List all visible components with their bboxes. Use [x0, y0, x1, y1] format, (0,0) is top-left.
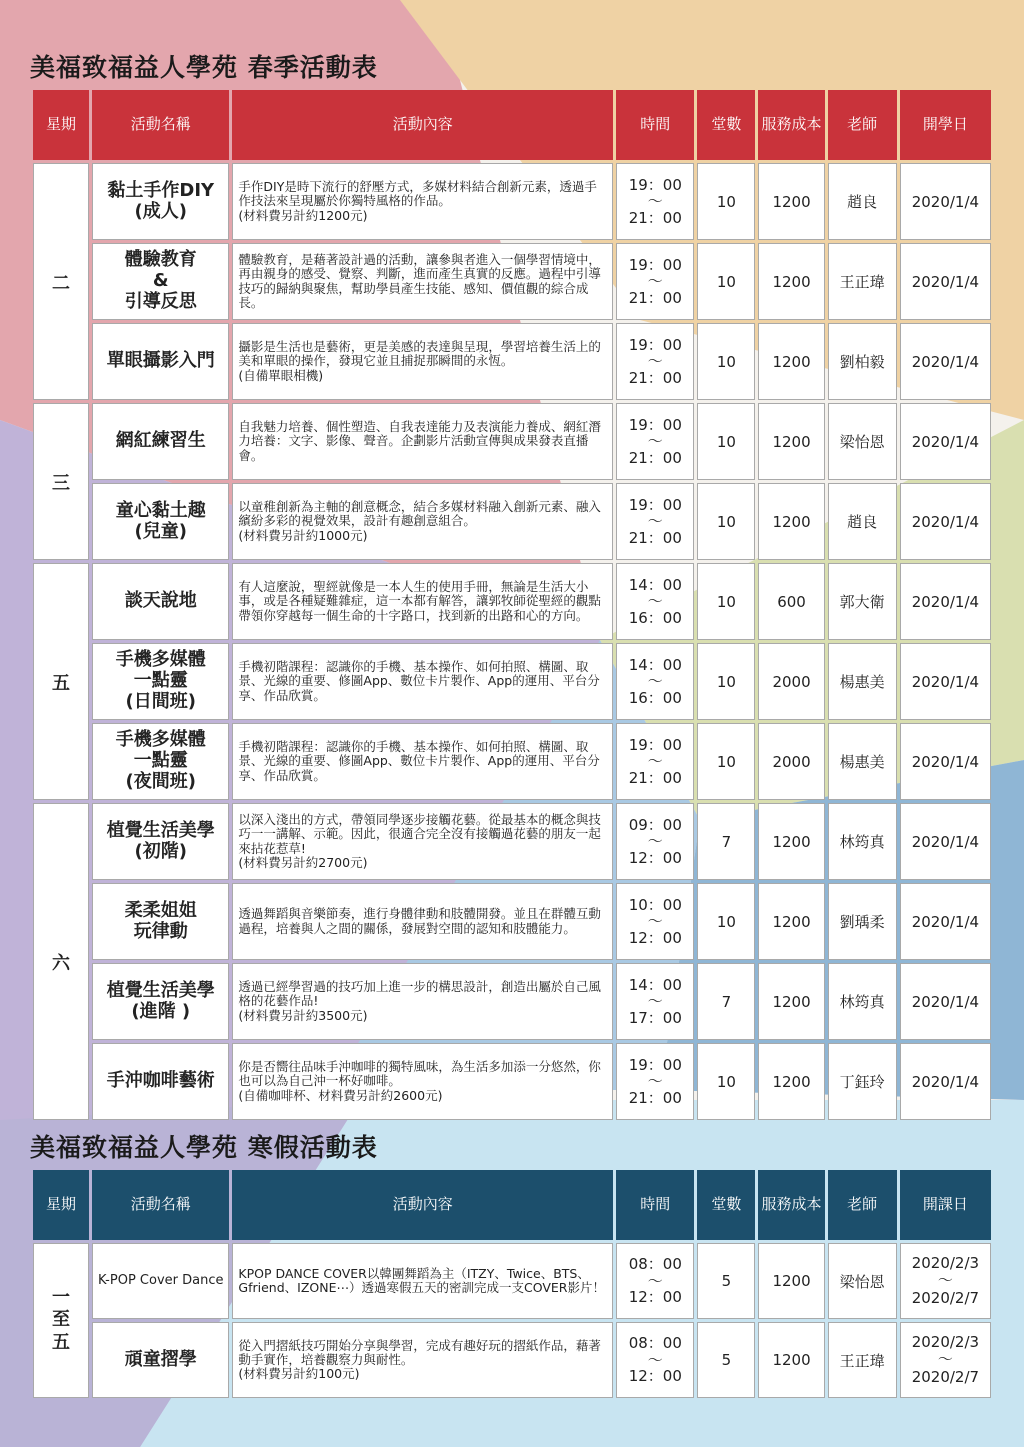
table-row [33, 483, 991, 560]
activity-content: 攝影是生活也是藝術，更是美感的表達與呈現，學習培養生活上的美和單眼的操作，發現它並且捕捉那瞬間的永恆。 (自備單眼相機) [232, 323, 613, 400]
table-row [33, 403, 991, 480]
activity-start-date: 2020/1/4 [900, 883, 991, 960]
header-cost: 服務成本 [758, 90, 824, 160]
activity-cost: 600 [758, 563, 824, 640]
activity-teacher: 梁怡恩 [828, 1243, 897, 1319]
activity-time: 19：00 ～ 21：00 [616, 1043, 694, 1120]
activity-cost: 1200 [758, 1243, 824, 1319]
activity-sessions: 10 [697, 163, 755, 240]
day-cell: 一 至 五 [33, 1243, 89, 1398]
activity-time: 19：00 ～ 21：00 [616, 723, 694, 800]
table-row [33, 1243, 991, 1319]
table-row [33, 1043, 991, 1120]
activity-time: 19：00 ～ 21：00 [616, 243, 694, 320]
table-row [33, 563, 991, 640]
spring-title: 美福致福益人學苑 春季活動表 [30, 53, 378, 82]
header-teacher: 老師 [828, 1170, 897, 1240]
header-class-start-date: 開課日 [900, 1170, 991, 1240]
table-header-row [33, 90, 991, 160]
activity-sessions: 5 [697, 1322, 755, 1398]
table-row [33, 883, 991, 960]
activity-teacher: 梁怡恩 [828, 403, 897, 480]
activity-content: 以深入淺出的方式，帶領同學逐步接觸花藝。從最基本的概念與技巧一一講解、示範。因此，很適合完全沒有接觸過花藝的朋友一起來拈花惹草! (材料費另計約2700元) [232, 803, 613, 880]
activity-cost: 1200 [758, 1043, 824, 1120]
winter-schedule-table [30, 1167, 994, 1401]
header-teacher: 老師 [828, 90, 897, 160]
activity-teacher: 楊惠美 [828, 643, 897, 720]
activity-content: 透過舞蹈與音樂節奏，進行身體律動和肢體開發。並且在群體互動過程，培養與人之間的關係，發展對空間的認知和肢體能力。 [232, 883, 613, 960]
activity-teacher: 劉瑀柔 [828, 883, 897, 960]
activity-cost: 1200 [758, 403, 824, 480]
activity-name: 手機多媒體 一點靈 (日間班) [92, 643, 229, 720]
activity-cost: 1200 [758, 963, 824, 1040]
activity-name: 單眼攝影入門 [92, 323, 229, 400]
activity-start-date: 2020/1/4 [900, 403, 991, 480]
activity-time: 14：00 ～ 16：00 [616, 563, 694, 640]
activity-start-date: 2020/1/4 [900, 803, 991, 880]
activity-time: 14：00 ～ 16：00 [616, 643, 694, 720]
activity-teacher: 楊惠美 [828, 723, 897, 800]
activity-date-range: 2020/2/3 ～ 2020/2/7 [900, 1243, 991, 1319]
activity-sessions: 10 [697, 883, 755, 960]
activity-start-date: 2020/1/4 [900, 563, 991, 640]
activity-cost: 1200 [758, 163, 824, 240]
activity-name: 柔柔姐姐 玩律動 [92, 883, 229, 960]
activity-cost: 1200 [758, 1322, 824, 1398]
winter-title: 美福致福益人學苑 寒假活動表 [30, 1133, 378, 1162]
activity-name: 植覺生活美學 (初階) [92, 803, 229, 880]
header-day: 星期 [33, 1170, 89, 1240]
table-row [33, 723, 991, 800]
activity-sessions: 10 [697, 1043, 755, 1120]
activity-cost: 2000 [758, 723, 824, 800]
activity-teacher: 王正瑋 [828, 1322, 897, 1398]
activity-sessions: 5 [697, 1243, 755, 1319]
activity-name: 植覺生活美學 (進階 ) [92, 963, 229, 1040]
activity-time: 08：00 ～ 12：00 [616, 1243, 694, 1319]
activity-name: 手沖咖啡藝術 [92, 1043, 229, 1120]
activity-content: KPOP DANCE COVER以韓團舞蹈為主（ITZY、Twice、BTS、Gfriend、IZONE⋯）透過寒假五天的密訓完成一支COVER影片！ [232, 1243, 613, 1319]
activity-content: 你是否嚮往品味手沖咖啡的獨特風味，為生活多加添一分悠然，你也可以為自己沖一杯好咖啡。 (自備咖啡杯、材料費另計約2600元) [232, 1043, 613, 1120]
header-time: 時間 [616, 1170, 694, 1240]
header-activity-name: 活動名稱 [92, 1170, 229, 1240]
activity-sessions: 7 [697, 963, 755, 1040]
activity-start-date: 2020/1/4 [900, 643, 991, 720]
activity-name: 頑童摺學 [92, 1322, 229, 1398]
activity-time: 09：00 ～ 12：00 [616, 803, 694, 880]
activity-cost: 2000 [758, 643, 824, 720]
activity-cost: 1200 [758, 483, 824, 560]
activity-content: 透過已經學習過的技巧加上進一步的構思設計，創造出屬於自己風格的花藝作品! (材料費另計約3500元) [232, 963, 613, 1040]
day-cell: 六 [33, 803, 89, 1120]
header-time: 時間 [616, 90, 694, 160]
table-row [33, 963, 991, 1040]
activity-date-range: 2020/2/3 ～ 2020/2/7 [900, 1322, 991, 1398]
activity-start-date: 2020/1/4 [900, 243, 991, 320]
header-day: 星期 [33, 90, 89, 160]
table-header-row [33, 1170, 991, 1240]
activity-content: 以童稚創新為主軸的創意概念，結合多媒材料融入創新元素、融入繽紛多彩的視覺效果，設計有趣創意組合。 (材料費另計約1000元) [232, 483, 613, 560]
activity-name: 童心黏土趣 (兒童) [92, 483, 229, 560]
activity-teacher: 郭大衛 [828, 563, 897, 640]
day-cell: 二 [33, 163, 89, 400]
activity-sessions: 10 [697, 483, 755, 560]
activity-content: 手作DIY是時下流行的舒壓方式，多媒材料結合創新元素，透過手作技法來呈現屬於你獨特風格的作品。 (材料費另計約1200元) [232, 163, 613, 240]
activity-start-date: 2020/1/4 [900, 323, 991, 400]
activity-name: 體驗教育 & 引導反思 [92, 243, 229, 320]
activity-teacher: 趙良 [828, 163, 897, 240]
activity-cost: 1200 [758, 243, 824, 320]
table-row [33, 163, 991, 240]
activity-time: 19：00 ～ 21：00 [616, 483, 694, 560]
activity-name: K-POP Cover Dance [92, 1243, 229, 1319]
activity-time: 14：00 ～ 17：00 [616, 963, 694, 1040]
activity-start-date: 2020/1/4 [900, 163, 991, 240]
activity-content: 有人這麼說，聖經就像是一本人生的使用手冊，無論是生活大小事，或是各種疑難雜症，這一本都有解答，讓郭牧師從聖經的觀點帶領你穿越每一個生命的十字路口，找到新的出路和心的方向。 [232, 563, 613, 640]
activity-start-date: 2020/1/4 [900, 483, 991, 560]
activity-name: 談天說地 [92, 563, 229, 640]
activity-name: 黏土手作DIY (成人) [92, 163, 229, 240]
activity-teacher: 丁鈺玲 [828, 1043, 897, 1120]
header-cost: 服務成本 [758, 1170, 824, 1240]
activity-time: 08：00 ～ 12：00 [616, 1322, 694, 1398]
header-start-date: 開學日 [900, 90, 991, 160]
activity-sessions: 10 [697, 323, 755, 400]
activity-content: 體驗教育，是藉著設計過的活動，讓參與者進入一個學習情境中，再由親身的感受、覺察、判斷，進而產生真實的反應。過程中引導技巧的歸納與聚焦，幫助學員產生技能、感知、價值觀的綜合成長。 [232, 243, 613, 320]
table-row [33, 1322, 991, 1398]
activity-sessions: 10 [697, 403, 755, 480]
activity-teacher: 王正瑋 [828, 243, 897, 320]
activity-teacher: 林筠真 [828, 803, 897, 880]
header-sessions: 堂數 [697, 90, 755, 160]
activity-sessions: 10 [697, 723, 755, 800]
activity-sessions: 7 [697, 803, 755, 880]
day-cell: 五 [33, 563, 89, 800]
activity-sessions: 10 [697, 643, 755, 720]
activity-sessions: 10 [697, 563, 755, 640]
activity-content: 手機初階課程：認識你的手機、基本操作、如何拍照、構圖、取景、光線的重要、修圖App、數位卡片製作、App的運用、平台分享、作品欣賞。 [232, 723, 613, 800]
activity-time: 10：00 ～ 12：00 [616, 883, 694, 960]
activity-content: 自我魅力培養、個性塑造、自我表達能力及表演能力養成、網紅潛力培養：文字、影像、聲音。企劃影片活動宣傳與成果發表直播會。 [232, 403, 613, 480]
activity-start-date: 2020/1/4 [900, 963, 991, 1040]
header-activity-name: 活動名稱 [92, 90, 229, 160]
activity-teacher: 劉柏毅 [828, 323, 897, 400]
header-sessions: 堂數 [697, 1170, 755, 1240]
activity-time: 19：00 ～ 21：00 [616, 323, 694, 400]
activity-content: 手機初階課程：認識你的手機、基本操作、如何拍照、構圖、取景、光線的重要、修圖App、數位卡片製作、App的運用、平台分享、作品欣賞。 [232, 643, 613, 720]
activity-teacher: 趙良 [828, 483, 897, 560]
table-row [33, 643, 991, 720]
activity-time: 19：00 ～ 21：00 [616, 163, 694, 240]
activity-cost: 1200 [758, 323, 824, 400]
activity-cost: 1200 [758, 883, 824, 960]
day-cell: 三 [33, 403, 89, 560]
activity-teacher: 林筠真 [828, 963, 897, 1040]
header-activity-content: 活動內容 [232, 90, 613, 160]
activity-sessions: 10 [697, 243, 755, 320]
spring-schedule-table [30, 87, 994, 1123]
table-row [33, 803, 991, 880]
activity-start-date: 2020/1/4 [900, 1043, 991, 1120]
table-row [33, 243, 991, 320]
activity-start-date: 2020/1/4 [900, 723, 991, 800]
activity-cost: 1200 [758, 803, 824, 880]
activity-name: 手機多媒體 一點靈 (夜間班) [92, 723, 229, 800]
table-row [33, 323, 991, 400]
header-activity-content: 活動內容 [232, 1170, 613, 1240]
activity-name: 網紅練習生 [92, 403, 229, 480]
activity-content: 從入門摺紙技巧開始分享與學習，完成有趣好玩的摺紙作品，藉著動手實作，培養觀察力與耐性。 (材料費另計約100元) [232, 1322, 613, 1398]
activity-time: 19：00 ～ 21：00 [616, 403, 694, 480]
